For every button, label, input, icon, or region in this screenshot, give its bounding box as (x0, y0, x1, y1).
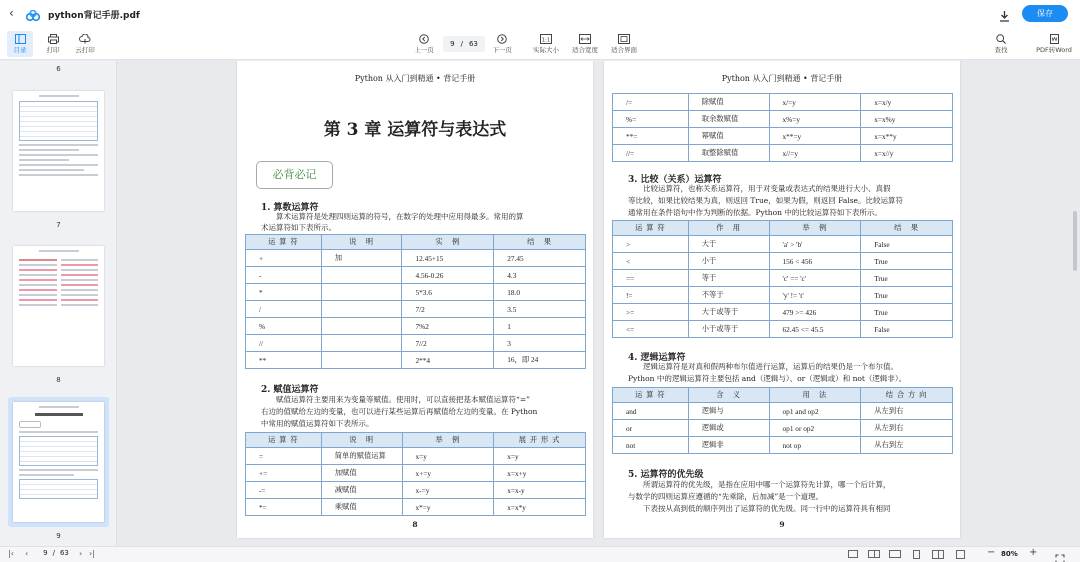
thumbnail-page-number: 7 (56, 221, 61, 229)
table-cell: 7%2 (402, 318, 494, 335)
table-cell: True (861, 287, 953, 304)
paragraph-line: 右边的值赋给左边的变量，也可以进行某些运算后再赋值给左边的变量。在 Python (261, 407, 538, 416)
table-row (613, 145, 953, 162)
table-row (246, 335, 586, 352)
table-cell: 27.45 (494, 250, 586, 267)
table-cell (321, 284, 402, 301)
page-thumbnail-7[interactable] (13, 91, 104, 211)
status-page-separator: / (52, 549, 55, 557)
save-button[interactable]: 保存 (1022, 5, 1068, 22)
thumbnail-page-number: 8 (56, 376, 61, 384)
column-header: 举 例 (402, 433, 494, 448)
table-cell: or (613, 420, 689, 437)
table-cell: x=x*y (494, 499, 586, 516)
table-cell: 逻辑非 (688, 437, 769, 454)
vertical-scrollbar[interactable] (1072, 61, 1078, 546)
comparison-operators-table (612, 220, 953, 338)
table-cell: *= (246, 499, 322, 516)
search-label: 查找 (994, 46, 1008, 54)
table-cell: + (246, 250, 322, 267)
table-cell: >= (613, 304, 689, 321)
chapter-title: 第 3 章 运算符与表达式 (323, 120, 507, 140)
next-page-label: 下一页 (492, 46, 512, 54)
table-row (246, 482, 586, 499)
table-cell: x+=y (402, 465, 494, 482)
scrollbar-thumb[interactable] (1073, 211, 1077, 271)
table-cell: x=x//y (861, 145, 953, 162)
table-cell: %= (613, 111, 689, 128)
page-separator: / (460, 40, 463, 48)
next-page-icon[interactable]: › (79, 549, 83, 558)
actual-size-label: 实际大小 (533, 46, 559, 54)
table-cell: 从左到右 (861, 403, 953, 420)
table-cell: 不等于 (688, 287, 769, 304)
table-cell: 大于或等于 (688, 304, 769, 321)
table-cell: x**=y (769, 128, 861, 145)
section-heading: 2. 赋值运算符 (261, 385, 319, 395)
table-cell: 减赋值 (321, 482, 402, 499)
pdf-to-word-icon (1049, 34, 1060, 44)
table-cell: += (246, 465, 322, 482)
table-cell: 16，即 24 (494, 352, 586, 369)
table-row (246, 284, 586, 301)
section-heading: 1. 算数运算符 (261, 203, 319, 213)
table-cell: True (861, 304, 953, 321)
toc-label: 目录 (13, 46, 27, 54)
table-cell: 加 (321, 250, 402, 267)
page-view-icon[interactable] (913, 550, 920, 559)
table-cell: - (246, 267, 322, 284)
table-cell: x=y (494, 448, 586, 465)
fit-width-button[interactable] (569, 34, 601, 54)
table-cell: 5*3.6 (402, 284, 494, 301)
column-header: 说 明 (321, 235, 402, 250)
table-cell: False (861, 236, 953, 253)
status-page-indicator (36, 549, 76, 557)
table-cell: 加赋值 (321, 465, 402, 482)
table-cell: 4.3 (494, 267, 586, 284)
prev-page-icon[interactable]: ‹ (25, 549, 29, 558)
table-cell: and (613, 403, 689, 420)
table-row (613, 403, 953, 420)
paragraph-line: 逻辑运算符是对真和假两种布尔值进行运算，运算后的结果仍是一个布尔值。 (643, 362, 898, 371)
fit-width-icon (579, 34, 591, 44)
pdf-page-8 (237, 61, 593, 538)
table-body (613, 236, 953, 338)
print-label: 打印 (46, 46, 60, 54)
page-number: 9 (779, 520, 785, 529)
paragraph-line: 与数学的四则运算应遵循的“先乘除，后加减”是一个道理。 (628, 492, 824, 501)
column-header: 用 法 (769, 388, 861, 403)
table-cell: True (861, 270, 953, 287)
column-header: 作 用 (688, 221, 769, 236)
cloud-print-icon (79, 34, 91, 44)
zoom-level[interactable]: 80% (1001, 550, 1018, 558)
table-cell: // (246, 335, 322, 352)
table-cell: x//=y (769, 145, 861, 162)
table-cell: 3.5 (494, 301, 586, 318)
table-cell: <= (613, 321, 689, 338)
table-row (246, 250, 586, 267)
paragraph-line: 通常用在条件语句中作为判断的依据。Python 中的比较运算符如下表所示。 (628, 208, 882, 217)
table-cell: x=x**y (861, 128, 953, 145)
prev-page-button[interactable] (410, 34, 438, 54)
table-cell: > (613, 236, 689, 253)
single-page-view-icon[interactable] (848, 550, 858, 558)
table-cell: 18.0 (494, 284, 586, 301)
table-cell: < (613, 253, 689, 270)
back-icon[interactable]: ‹ (9, 6, 14, 20)
chevron-right-circle-icon (497, 34, 507, 44)
title-bar (0, 0, 1080, 28)
table-body (613, 403, 953, 454)
fullscreen-icon[interactable] (1055, 549, 1065, 562)
thumbnail-page-number: 6 (56, 65, 61, 73)
table-cell: 小于 (688, 253, 769, 270)
column-header: 结 果 (494, 235, 586, 250)
printer-icon (48, 34, 59, 44)
table-cell: x=y (402, 448, 494, 465)
pdf-to-word-label: PDF转Word (1036, 46, 1072, 54)
first-page-icon[interactable]: |‹ (8, 549, 14, 558)
table-row (246, 465, 586, 482)
table-cell: 从左到右 (861, 420, 953, 437)
chevron-left-circle-icon (419, 34, 429, 44)
total-pages: 63 (468, 40, 478, 48)
table-cell: op1 and op2 (769, 403, 861, 420)
table-row (613, 321, 953, 338)
table-cell: 4.56-0.26 (402, 267, 494, 284)
table-cell: 156 < 456 (769, 253, 861, 270)
table-header-row (613, 388, 953, 403)
page-thumbnail-9[interactable] (13, 402, 104, 522)
arithmetic-operators-table (245, 234, 586, 369)
table-cell: = (246, 448, 322, 465)
paragraph-line: 术运算符如下表所示。 (261, 223, 336, 232)
table-header-row (246, 235, 586, 250)
toolbar (0, 28, 1080, 60)
toc-button[interactable] (7, 31, 33, 57)
download-icon[interactable] (999, 7, 1010, 26)
table-cell: 'y' != 't' (769, 287, 861, 304)
paragraph-line: 算术运算符是处理四则运算的符号，在数字的处理中应用得最多。常用的算 (276, 212, 524, 221)
table-cell: 除赋值 (688, 94, 769, 111)
fit-width-label: 适合宽度 (572, 46, 598, 54)
table-cell: 从右到左 (861, 437, 953, 454)
zoom-in-icon[interactable]: + (1029, 547, 1038, 558)
fit-page-label: 适合界面 (611, 46, 637, 54)
table-row (246, 448, 586, 465)
status-total-pages: 63 (59, 549, 69, 557)
table-cell: x=x+y (494, 465, 586, 482)
section-heading: 4. 逻辑运算符 (628, 353, 686, 363)
table-cell: True (861, 253, 953, 270)
table-cell: 'c' == 'c' (769, 270, 861, 287)
svg-text:1:1: 1:1 (541, 37, 551, 44)
table-cell: 1 (494, 318, 586, 335)
table-cell: x*=y (402, 499, 494, 516)
table-cell: 小于或等于 (688, 321, 769, 338)
table-cell: 62.45 <= 45.5 (769, 321, 861, 338)
table-row (613, 236, 953, 253)
section-heading: 5. 运算符的优先级 (628, 470, 704, 480)
column-header: 结 合 方 向 (861, 388, 953, 403)
table-cell: != (613, 287, 689, 304)
table-cell: not op (769, 437, 861, 454)
table-cell: not (613, 437, 689, 454)
table-cell: % (246, 318, 322, 335)
paragraph-line: 比较运算符，也称关系运算符，用于对变量或表达式的结果进行大小、真假 (643, 184, 891, 193)
running-header: Python 从入门到精通 • 背记手册 (721, 74, 843, 83)
actual-size-button[interactable] (530, 34, 562, 54)
table-row (246, 318, 586, 335)
fit-page-icon (618, 34, 630, 44)
document-title: python背记手册.pdf (48, 11, 140, 21)
print-button[interactable] (43, 34, 63, 54)
paragraph-line: 赋值运算符主要用来为变量等赋值。使用时，可以直接把基本赋值运算符“=” (276, 395, 530, 404)
last-page-icon[interactable]: ›| (89, 549, 95, 558)
page-number-box (443, 36, 485, 52)
paragraph-line: 下表按从高到低的顺序列出了运算符的优先级。同一行中的运算符具有相同 (643, 504, 891, 513)
scroll-view-icon[interactable] (956, 550, 965, 559)
table-cell: 7/2 (402, 301, 494, 318)
table-cell: x=x%y (861, 111, 953, 128)
table-cell: 乘赋值 (321, 499, 402, 516)
assignment-operators-table (245, 432, 586, 516)
table-cell (321, 318, 402, 335)
actual-size-icon (540, 34, 552, 44)
table-row (613, 437, 953, 454)
column-header: 运 算 符 (613, 388, 689, 403)
table-cell: op1 or op2 (769, 420, 861, 437)
prev-page-label: 上一页 (414, 46, 434, 54)
table-cell: 逻辑或 (688, 420, 769, 437)
page-thumbnail-8[interactable] (13, 246, 104, 366)
table-cell: 12.45+15 (402, 250, 494, 267)
table-cell: x=x/y (861, 94, 953, 111)
paragraph-line: 所谓运算符的优先级，是指在应用中哪一个运算符先计算，哪一个后计算， (643, 480, 891, 489)
table-body (613, 94, 953, 162)
pdf-to-word-button[interactable] (1034, 34, 1074, 54)
table-cell: 3 (494, 335, 586, 352)
table-cell (321, 352, 402, 369)
table-cell: 幂赋值 (688, 128, 769, 145)
table-cell: x%=y (769, 111, 861, 128)
table-row (246, 267, 586, 284)
cloud-print-button[interactable] (72, 34, 98, 54)
table-row (613, 270, 953, 287)
table-cell: == (613, 270, 689, 287)
table-row (613, 128, 953, 145)
table-cell: 逻辑与 (688, 403, 769, 420)
table-cell: 取整除赋值 (688, 145, 769, 162)
logical-operators-table (612, 387, 953, 454)
two-page-view-icon[interactable] (932, 550, 944, 559)
table-cell: 7//2 (402, 335, 494, 352)
table-body (246, 250, 586, 369)
table-cell: 2**4 (402, 352, 494, 369)
table-cell: * (246, 284, 322, 301)
page-number: 8 (412, 520, 418, 529)
assignment-operators-table-continued (612, 93, 953, 162)
app-logo-icon (26, 7, 40, 26)
continuous-view-icon[interactable] (889, 550, 901, 558)
table-row (246, 352, 586, 369)
table-cell: //= (613, 145, 689, 162)
column-header: 含 义 (688, 388, 769, 403)
status-page-input[interactable]: 9 (43, 549, 48, 557)
running-header: Python 从入门到精通 • 背记手册 (354, 74, 476, 83)
table-cell (321, 335, 402, 352)
table-cell: 'a' > 'b' (769, 236, 861, 253)
table-cell: 取余数赋值 (688, 111, 769, 128)
column-header: 运 算 符 (246, 235, 322, 250)
fit-page-button[interactable] (608, 34, 640, 54)
table-row (613, 94, 953, 111)
table-row (613, 253, 953, 270)
table-cell: x/=y (769, 94, 861, 111)
table-row (613, 304, 953, 321)
table-row (613, 111, 953, 128)
table-cell: 简单的赋值运算 (321, 448, 402, 465)
column-header: 说 明 (321, 433, 402, 448)
double-page-view-icon[interactable] (868, 550, 880, 558)
table-row (613, 287, 953, 304)
table-cell: False (861, 321, 953, 338)
thumbnail-sidebar[interactable] (0, 61, 117, 546)
table-cell: / (246, 301, 322, 318)
paragraph-line: 中常用的赋值运算符如下表所示。 (261, 419, 374, 428)
page-number-input[interactable]: 9 (450, 40, 455, 48)
table-header-row (613, 221, 953, 236)
table-row (613, 420, 953, 437)
pdf-page-9 (604, 61, 960, 538)
column-header: 结 果 (861, 221, 953, 236)
table-row (246, 301, 586, 318)
status-bar (0, 546, 1080, 562)
search-icon (996, 34, 1006, 44)
column-header: 举 例 (769, 221, 861, 236)
search-button[interactable] (991, 34, 1011, 54)
table-cell: /= (613, 94, 689, 111)
table-cell: **= (613, 128, 689, 145)
table-row (246, 499, 586, 516)
toc-icon (15, 34, 26, 44)
cloud-print-label: 云打印 (75, 46, 95, 54)
section-heading: 3. 比较（关系）运算符 (628, 175, 722, 185)
next-page-button[interactable] (488, 34, 516, 54)
must-memorize-box: 必背必记 (256, 161, 333, 189)
table-cell: 等于 (688, 270, 769, 287)
table-cell: 大于 (688, 236, 769, 253)
table-cell (321, 301, 402, 318)
thumbnail-page-number: 9 (56, 532, 61, 540)
table-cell (321, 267, 402, 284)
table-cell: x-=y (402, 482, 494, 499)
column-header: 运 算 符 (613, 221, 689, 236)
document-view[interactable] (117, 61, 1080, 546)
table-cell: -= (246, 482, 322, 499)
table-cell: ** (246, 352, 322, 369)
table-header-row (246, 433, 586, 448)
column-header: 实 例 (402, 235, 494, 250)
column-header: 展 开 形 式 (494, 433, 586, 448)
table-cell: x=x-y (494, 482, 586, 499)
paragraph-line: Python 中的逻辑运算符主要包括 and（逻辑与）、or（逻辑或）和 not（逻辑非）。 (628, 374, 907, 383)
table-cell: 479 >= 426 (769, 304, 861, 321)
zoom-out-icon[interactable]: − (987, 547, 996, 558)
column-header: 运 算 符 (246, 433, 322, 448)
paragraph-line: 等比较，如果比较结果为真，则返回 True，如果为假，则返回 False。比较运算符 (628, 196, 903, 205)
table-body (246, 448, 586, 516)
